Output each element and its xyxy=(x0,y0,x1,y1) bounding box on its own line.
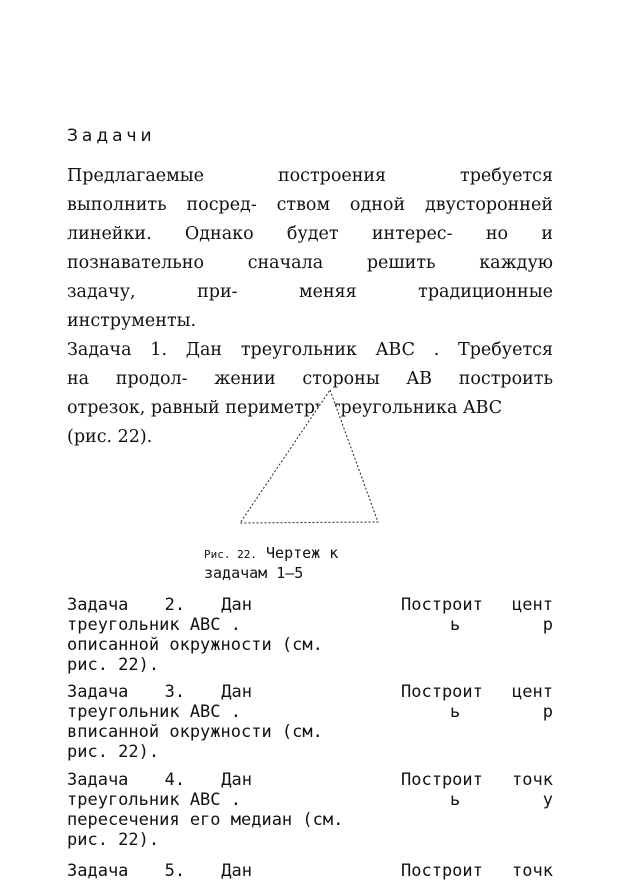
task1-line: (рис. 22). xyxy=(67,427,153,447)
task-number: 5. xyxy=(164,861,186,881)
intro-line: инструменты. xyxy=(67,311,197,331)
task-line: рис. 22). xyxy=(67,655,160,675)
task-right: точк xyxy=(512,861,553,881)
task-right: цент xyxy=(512,595,553,615)
figure-caption xyxy=(204,544,338,583)
task-label: Задача xyxy=(67,770,129,790)
intro-line: Предлагаемые построения требуется xyxy=(67,166,553,186)
task-line: треугольник ABC . xyxy=(67,615,241,635)
task-right: р xyxy=(542,615,553,635)
task-line: рис. 22). xyxy=(67,742,160,762)
caption-line2: задачам 1–5 xyxy=(204,564,304,582)
intro-line: познавательно сначала решить каждую xyxy=(67,253,553,273)
intro-line: линейки. Однако будет интерес- но и xyxy=(67,224,553,244)
triangle-figure xyxy=(230,385,390,535)
caption-prefix: Рис. 22. xyxy=(204,548,257,561)
task-right: Построит xyxy=(401,682,483,702)
task1-line: на продол- жении стороны AB построить xyxy=(67,369,553,389)
task-right: Построит xyxy=(401,861,483,881)
task-right: ь xyxy=(450,615,461,635)
task-number: 4. xyxy=(164,770,186,790)
task-block xyxy=(67,595,553,677)
task-right: точк xyxy=(512,770,553,790)
task-right: Построит xyxy=(401,595,483,615)
task-line: вписанной окружности (см. xyxy=(67,722,323,742)
task-dan: Дан xyxy=(221,682,252,702)
task-line: рис. 22). xyxy=(67,830,160,850)
task-number: 3. xyxy=(164,682,186,702)
task-right: ь xyxy=(450,702,461,722)
task-block xyxy=(67,770,553,852)
task-label: Задача xyxy=(67,595,129,615)
task1-line: отрезок, равный периметру треугольника ABC xyxy=(67,398,503,418)
intro-line: задачу, при- меняя традиционные xyxy=(67,282,553,302)
task-right: цент xyxy=(512,682,553,702)
task-line: треугольник ABC . xyxy=(67,702,241,722)
task-line: треугольник ABC . xyxy=(67,790,241,810)
triangle-abc xyxy=(240,390,378,523)
task-right: р xyxy=(542,702,553,722)
task-right: ь xyxy=(450,790,461,810)
task-dan: Дан xyxy=(221,861,252,881)
task-label: Задача xyxy=(67,682,129,702)
task-block xyxy=(67,682,553,764)
task-dan: Дан xyxy=(221,595,252,615)
task-dan: Дан xyxy=(221,770,252,790)
caption-line1: Чертеж к xyxy=(266,544,339,562)
task-right: у xyxy=(542,790,553,810)
intro-line: выполнить посред- ством одной двусторонней xyxy=(67,195,553,215)
section-heading: Задачи xyxy=(67,126,156,146)
task-line: описанной окружности (см. xyxy=(67,635,323,655)
task-right: Построит xyxy=(401,770,483,790)
task-number: 2. xyxy=(164,595,186,615)
task-block xyxy=(67,861,553,881)
task-line: пересечения его медиан (см. xyxy=(67,810,344,830)
task-label: Задача xyxy=(67,861,129,881)
task1-line: Задача 1. Дан треугольник ABC . Требуется xyxy=(67,340,553,360)
